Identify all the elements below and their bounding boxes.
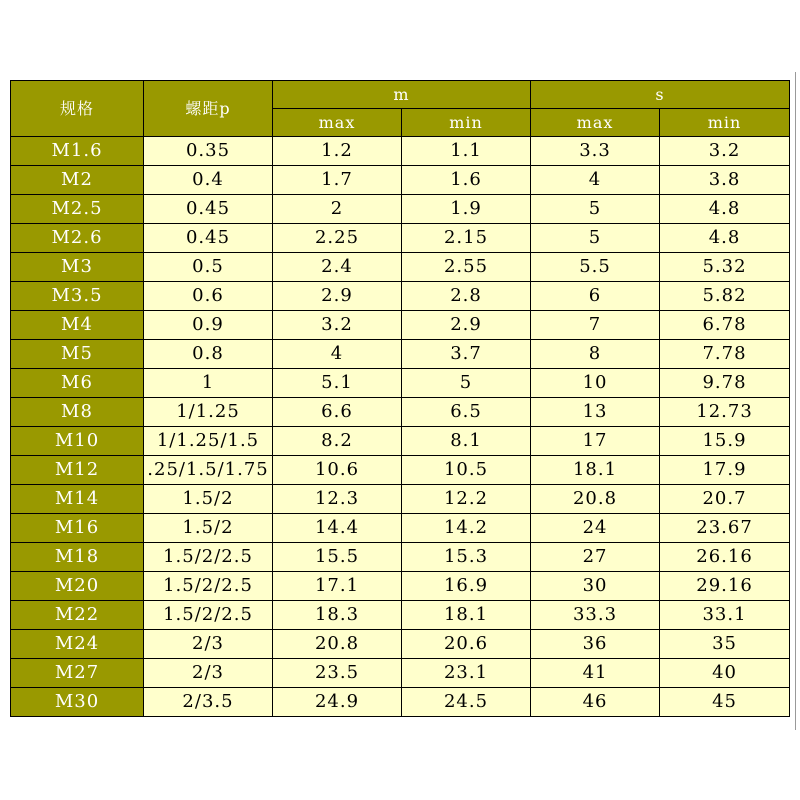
pitch-cell: 1/1.25 (144, 398, 273, 427)
s-min-cell: 45 (660, 688, 790, 717)
table-row (11, 369, 790, 398)
pitch-cell: .25/1.5/1.75 (144, 456, 273, 485)
m-max-cell: 2.25 (273, 224, 402, 253)
s-min-cell: 26.16 (660, 543, 790, 572)
table-row (11, 282, 790, 311)
pitch-cell: 1.5/2/2.5 (144, 572, 273, 601)
spec-cell: M2.6 (11, 224, 144, 253)
s-min-cell: 23.67 (660, 514, 790, 543)
table-row (11, 456, 790, 485)
s-min-cell: 9.78 (660, 369, 790, 398)
s-min-cell: 6.78 (660, 311, 790, 340)
m-max-cell: 6.6 (273, 398, 402, 427)
spec-cell: M3.5 (11, 282, 144, 311)
pitch-cell: 2/3.5 (144, 688, 273, 717)
s-max-cell: 7 (531, 311, 660, 340)
m-min-cell: 1.6 (402, 166, 531, 195)
pitch-cell: 0.8 (144, 340, 273, 369)
m-min-cell: 2.15 (402, 224, 531, 253)
header-pitch: 螺距p (144, 81, 273, 137)
s-max-cell: 24 (531, 514, 660, 543)
m-max-cell: 23.5 (273, 659, 402, 688)
nut-dimension-table-container (10, 80, 789, 717)
s-max-cell: 5.5 (531, 253, 660, 282)
pitch-cell: 1.5/2/2.5 (144, 601, 273, 630)
s-min-cell: 4.8 (660, 224, 790, 253)
m-min-cell: 20.6 (402, 630, 531, 659)
s-max-cell: 4 (531, 166, 660, 195)
pitch-cell: 1 (144, 369, 273, 398)
s-min-cell: 3.8 (660, 166, 790, 195)
table-row (11, 572, 790, 601)
m-max-cell: 15.5 (273, 543, 402, 572)
pitch-cell: 0.4 (144, 166, 273, 195)
m-min-cell: 16.9 (402, 572, 531, 601)
table-row (11, 311, 790, 340)
table-row (11, 514, 790, 543)
spec-cell: M8 (11, 398, 144, 427)
s-max-cell: 3.3 (531, 137, 660, 166)
s-max-cell: 36 (531, 630, 660, 659)
m-max-cell: 1.7 (273, 166, 402, 195)
pitch-cell: 0.35 (144, 137, 273, 166)
s-max-cell: 18.1 (531, 456, 660, 485)
header-s: s (531, 81, 790, 109)
table-body (11, 137, 790, 717)
m-max-cell: 12.3 (273, 485, 402, 514)
header-m-min: min (402, 109, 531, 137)
m-max-cell: 3.2 (273, 311, 402, 340)
header-m: m (273, 81, 531, 109)
table-row (11, 195, 790, 224)
m-min-cell: 18.1 (402, 601, 531, 630)
pitch-cell: 1.5/2 (144, 514, 273, 543)
spec-cell: M3 (11, 253, 144, 282)
m-max-cell: 2 (273, 195, 402, 224)
m-min-cell: 8.1 (402, 427, 531, 456)
m-max-cell: 2.4 (273, 253, 402, 282)
s-min-cell: 35 (660, 630, 790, 659)
s-max-cell: 17 (531, 427, 660, 456)
pitch-cell: 0.45 (144, 195, 273, 224)
spec-cell: M20 (11, 572, 144, 601)
m-max-cell: 18.3 (273, 601, 402, 630)
table-row (11, 137, 790, 166)
s-max-cell: 46 (531, 688, 660, 717)
m-min-cell: 23.1 (402, 659, 531, 688)
table-row (11, 224, 790, 253)
m-min-cell: 14.2 (402, 514, 531, 543)
header-row-top (11, 81, 790, 109)
m-min-cell: 2.9 (402, 311, 531, 340)
spec-cell: M12 (11, 456, 144, 485)
s-max-cell: 10 (531, 369, 660, 398)
header-s-max: max (531, 109, 660, 137)
s-min-cell: 20.7 (660, 485, 790, 514)
m-max-cell: 14.4 (273, 514, 402, 543)
table-row (11, 630, 790, 659)
s-min-cell: 12.73 (660, 398, 790, 427)
pitch-cell: 0.9 (144, 311, 273, 340)
s-min-cell: 17.9 (660, 456, 790, 485)
s-min-cell: 4.8 (660, 195, 790, 224)
spec-cell: M2 (11, 166, 144, 195)
m-max-cell: 8.2 (273, 427, 402, 456)
header-s-min: min (660, 109, 790, 137)
spec-cell: M18 (11, 543, 144, 572)
s-max-cell: 13 (531, 398, 660, 427)
s-min-cell: 3.2 (660, 137, 790, 166)
s-max-cell: 30 (531, 572, 660, 601)
s-min-cell: 5.82 (660, 282, 790, 311)
page-edge-divider (795, 72, 796, 730)
s-max-cell: 6 (531, 282, 660, 311)
spec-cell: M16 (11, 514, 144, 543)
table-row (11, 485, 790, 514)
s-max-cell: 27 (531, 543, 660, 572)
header-m-max: max (273, 109, 402, 137)
m-min-cell: 2.55 (402, 253, 531, 282)
table-row (11, 659, 790, 688)
s-max-cell: 8 (531, 340, 660, 369)
spec-cell: M6 (11, 369, 144, 398)
spec-cell: M10 (11, 427, 144, 456)
m-min-cell: 3.7 (402, 340, 531, 369)
spec-cell: M14 (11, 485, 144, 514)
s-min-cell: 40 (660, 659, 790, 688)
s-max-cell: 20.8 (531, 485, 660, 514)
pitch-cell: 0.5 (144, 253, 273, 282)
s-min-cell: 7.78 (660, 340, 790, 369)
s-min-cell: 33.1 (660, 601, 790, 630)
m-max-cell: 10.6 (273, 456, 402, 485)
table-row (11, 427, 790, 456)
s-max-cell: 33.3 (531, 601, 660, 630)
spec-cell: M1.6 (11, 137, 144, 166)
m-min-cell: 5 (402, 369, 531, 398)
pitch-cell: 1.5/2/2.5 (144, 543, 273, 572)
m-max-cell: 24.9 (273, 688, 402, 717)
pitch-cell: 0.6 (144, 282, 273, 311)
m-max-cell: 5.1 (273, 369, 402, 398)
table-row (11, 166, 790, 195)
m-max-cell: 1.2 (273, 137, 402, 166)
table-header (11, 81, 790, 137)
spec-cell: M5 (11, 340, 144, 369)
m-min-cell: 24.5 (402, 688, 531, 717)
header-spec: 规格 (11, 81, 144, 137)
s-min-cell: 29.16 (660, 572, 790, 601)
m-max-cell: 2.9 (273, 282, 402, 311)
nut-dimension-table (10, 80, 790, 717)
s-min-cell: 5.32 (660, 253, 790, 282)
pitch-cell: 1/1.25/1.5 (144, 427, 273, 456)
table-row (11, 340, 790, 369)
m-max-cell: 17.1 (273, 572, 402, 601)
spec-cell: M2.5 (11, 195, 144, 224)
table-row (11, 601, 790, 630)
m-max-cell: 4 (273, 340, 402, 369)
m-min-cell: 15.3 (402, 543, 531, 572)
spec-cell: M24 (11, 630, 144, 659)
s-max-cell: 5 (531, 224, 660, 253)
spec-cell: M4 (11, 311, 144, 340)
m-min-cell: 1.1 (402, 137, 531, 166)
spec-cell: M30 (11, 688, 144, 717)
s-min-cell: 15.9 (660, 427, 790, 456)
m-min-cell: 12.2 (402, 485, 531, 514)
table-row (11, 543, 790, 572)
pitch-cell: 2/3 (144, 630, 273, 659)
table-row (11, 398, 790, 427)
table-row (11, 253, 790, 282)
m-max-cell: 20.8 (273, 630, 402, 659)
pitch-cell: 0.45 (144, 224, 273, 253)
pitch-cell: 1.5/2 (144, 485, 273, 514)
spec-cell: M27 (11, 659, 144, 688)
spec-cell: M22 (11, 601, 144, 630)
m-min-cell: 10.5 (402, 456, 531, 485)
s-max-cell: 41 (531, 659, 660, 688)
m-min-cell: 2.8 (402, 282, 531, 311)
pitch-cell: 2/3 (144, 659, 273, 688)
m-min-cell: 6.5 (402, 398, 531, 427)
table-row (11, 688, 790, 717)
m-min-cell: 1.9 (402, 195, 531, 224)
s-max-cell: 5 (531, 195, 660, 224)
